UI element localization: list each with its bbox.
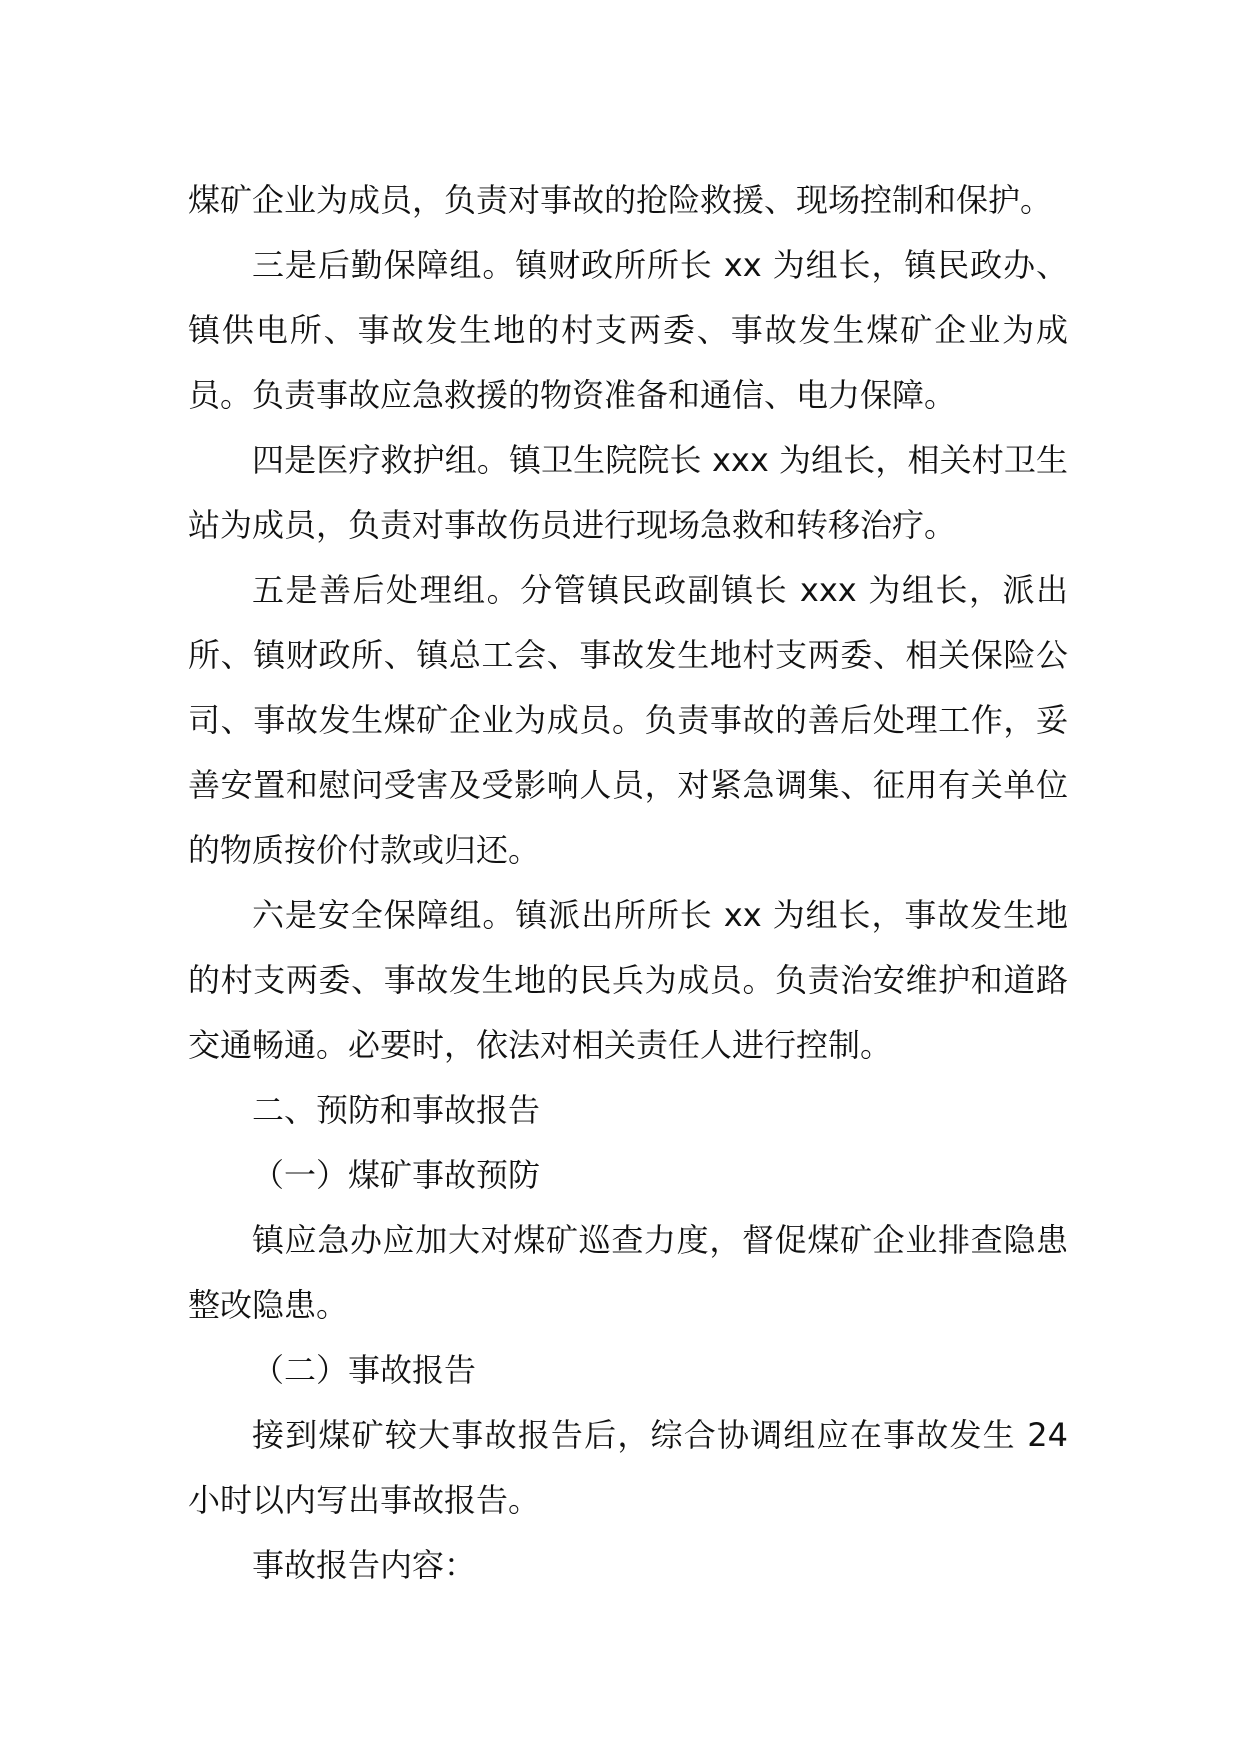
subheading-accident-report: （二）事故报告 [252,1351,477,1389]
paragraph-emergency-team-members: 煤矿企业为成员，负责对事故的抢险救援、现场控制和保护。 [188,181,1053,219]
paragraph-security-group: 六是安全保障组。镇派出所所长 xx 为组长，事故发生地的村支两委、事故发生地的民兵为成员。负责治安维护和道路交通畅通。必要时，依法对相关责任人进行控制。 [188,896,1068,1064]
subheading-accident-prevention: （一）煤矿事故预防 [252,1156,541,1194]
paragraph-prevention-inspection: 镇应急办应加大对煤矿巡查力度，督促煤矿企业排查隐患整改隐患。 [188,1221,1068,1324]
paragraph-report-content-label: 事故报告内容： [252,1546,477,1584]
paragraph-aftermath-group: 五是善后处理组。分管镇民政副镇长 xxx 为组长，派出所、镇财政所、镇总工会、事故发生地村支两委、相关保险公司、事故发生煤矿企业为成员。负责事故的善后处理工作，妥善安置和慰问受害及受影响人员，对紧急调集、征用有关单位的物质按价付款或归还。 [188,571,1068,869]
document-body [188,168,1068,1598]
paragraph-medical-group: 四是医疗救护组。镇卫生院院长 xxx 为组长，相关村卫生站为成员，负责对事故伤员进行现场急救和转移治疗。 [188,441,1068,544]
section-heading-prevention-reporting: 二、预防和事故报告 [252,1091,541,1129]
paragraph-report-deadline: 接到煤矿较大事故报告后，综合协调组应在事故发生 24 小时以内写出事故报告。 [188,1416,1068,1519]
paragraph-logistics-group: 三是后勤保障组。镇财政所所长 xx 为组长，镇民政办、镇供电所、事故发生地的村支两委、事故发生煤矿企业为成员。负责事故应急救援的物资准备和通信、电力保障。 [188,246,1068,414]
